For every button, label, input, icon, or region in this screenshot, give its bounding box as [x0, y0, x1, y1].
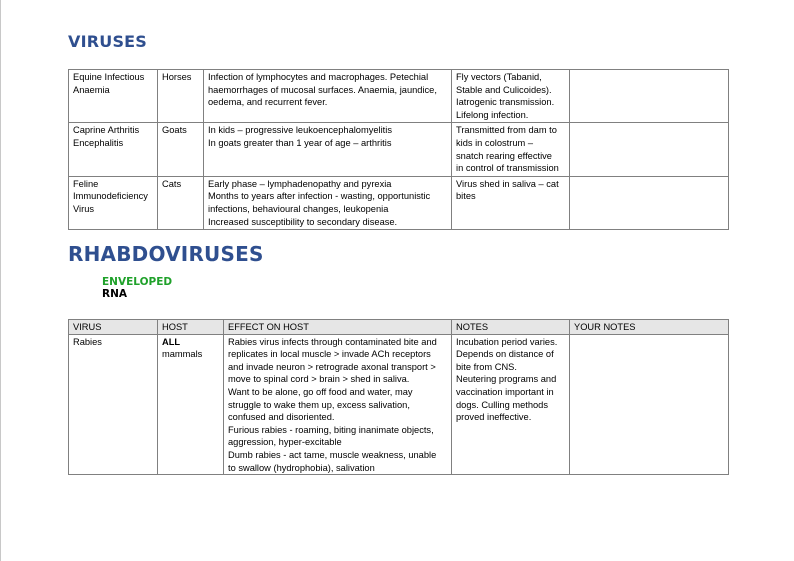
virus-name-cell — [69, 176, 158, 229]
virus-name-cell-line: Immunodeficiency — [73, 191, 148, 202]
table-row — [69, 176, 729, 229]
viruses-table — [68, 69, 729, 230]
header-host: HOST — [158, 320, 224, 335]
table-row — [69, 334, 729, 475]
effect-cell-line: Increased susceptibility to secondary disease. — [208, 216, 398, 227]
effect-cell-line: Dumb rabies - act tame, muscle weakness, unable — [228, 449, 437, 460]
notes-cell-line: snatch rearing effective — [456, 150, 552, 161]
notes-cell-line: Neutering programs and — [456, 374, 557, 385]
effect-cell-line: replicates in local muscle > invade ACh receptors — [228, 349, 431, 360]
virus-name-cell-line: Encephalitis — [73, 137, 124, 148]
notes-cell — [452, 123, 570, 176]
notes-cell-line: bites — [456, 191, 476, 202]
virus-name-cell: Rabies — [69, 334, 158, 475]
effect-cell-line: Infection of lymphocytes and macrophages. Petechial — [208, 72, 429, 82]
rhabdoviruses-table — [68, 319, 729, 475]
host-cell: Cats — [158, 176, 204, 229]
effect-cell-line: aggression, hyper-excitable — [228, 437, 342, 448]
header-effect: EFFECT ON HOST — [224, 320, 452, 335]
rhabdoviruses-table-body — [69, 334, 729, 475]
effect-cell-line: infections, behavioural changes, leukopenia — [208, 203, 389, 214]
effect-cell-line: Want to be alone, go off food and water, may — [228, 386, 413, 397]
viruses-table-body — [69, 70, 729, 230]
effect-cell-line: Rabies virus infects through contaminated bite and — [228, 336, 437, 347]
notes-cell-line: Fly vectors (Tabanid, — [456, 72, 542, 82]
effect-cell-line: Furious rabies - roaming, biting inanimate objects, — [228, 424, 434, 435]
virus-name-cell-line: Anaemia — [73, 84, 110, 95]
effect-cell — [224, 334, 452, 475]
notes-cell-line: Lifelong infection. — [456, 109, 529, 120]
effect-cell-line: Months to years after infection - wasting, opportunistic — [208, 191, 431, 202]
your-notes-cell[interactable] — [570, 176, 729, 229]
host-bold: ALL — [162, 336, 181, 347]
notes-cell-line: bite from CNS. — [456, 361, 517, 372]
effect-cell — [204, 123, 452, 176]
host-rest: mammals — [162, 349, 203, 360]
header-your-notes: YOUR NOTES — [570, 320, 729, 335]
notes-cell-line: Incubation period varies. — [456, 336, 558, 347]
table-row — [69, 70, 729, 123]
effect-cell-line: haemorrhages of mucosal surfaces. Anaemia, jaundice, — [208, 84, 437, 95]
effect-cell-line: In kids – progressive leukoencephalomyelitis — [208, 125, 392, 136]
notes-cell-line: Stable and Culicoides). — [456, 84, 552, 95]
virus-name-cell — [69, 123, 158, 176]
notes-cell-line: vaccination important in — [456, 386, 554, 397]
virus-name-cell-line: Equine Infectious — [73, 72, 145, 82]
host-cell — [158, 334, 224, 475]
virus-name-cell — [69, 70, 158, 123]
notes-cell — [452, 70, 570, 123]
your-notes-cell[interactable] — [570, 123, 729, 176]
effect-cell-line: oedema, and recurrent fever. — [208, 97, 328, 108]
host-cell: Horses — [158, 70, 204, 123]
notes-cell-line: dogs. Culling methods — [456, 399, 548, 410]
effect-cell-line: to swallow (hydrophobia), salivation — [228, 462, 375, 473]
effect-cell-line: In goats greater than 1 year of age – arthritis — [208, 137, 392, 148]
enveloped-label: ENVELOPED — [102, 276, 173, 288]
notes-cell-line: Depends on distance of — [456, 349, 554, 360]
notes-cell-line: Transmitted from dam to — [456, 125, 557, 136]
notes-cell-line: in control of transmission — [456, 163, 559, 174]
effect-cell-line: and invade neuron > retrograde axonal transport > — [228, 361, 436, 372]
your-notes-cell[interactable] — [570, 70, 729, 123]
notes-cell-line: proved ineffective. — [456, 412, 532, 423]
notes-cell-line: Virus shed in saliva – cat — [456, 178, 559, 189]
virus-name-cell-line: Feline — [73, 178, 99, 189]
viruses-heading: VIRUSES — [68, 32, 148, 51]
notes-cell — [452, 176, 570, 229]
host-cell: Goats — [158, 123, 204, 176]
rhabdoviruses-heading: RHABDOVIRUSES — [68, 242, 264, 266]
your-notes-cell[interactable] — [570, 334, 729, 475]
virus-name-cell-line: Virus — [73, 203, 95, 214]
page-left-edge — [0, 0, 1, 561]
effect-cell-line: Early phase – lymphadenopathy and pyrexia — [208, 178, 392, 189]
rna-label: RNA — [102, 288, 127, 300]
header-notes: NOTES — [452, 320, 570, 335]
effect-cell — [204, 70, 452, 123]
notes-cell-line: Iatrogenic transmission. — [456, 97, 555, 108]
effect-cell — [204, 176, 452, 229]
effect-cell-line: confused and disoriented. — [228, 412, 335, 423]
notes-cell — [452, 334, 570, 475]
effect-cell-line: move to spinal cord > brain > shed in saliva. — [228, 374, 410, 385]
header-virus: VIRUS — [69, 320, 158, 335]
effect-cell-line: struggle to wake them up, excess salivation, — [228, 399, 410, 410]
rhabdo-header-row — [69, 320, 729, 335]
virus-name-cell-line: Caprine Arthritis — [73, 125, 140, 136]
table-row — [69, 123, 729, 176]
notes-cell-line: kids in colostrum – — [456, 137, 533, 148]
